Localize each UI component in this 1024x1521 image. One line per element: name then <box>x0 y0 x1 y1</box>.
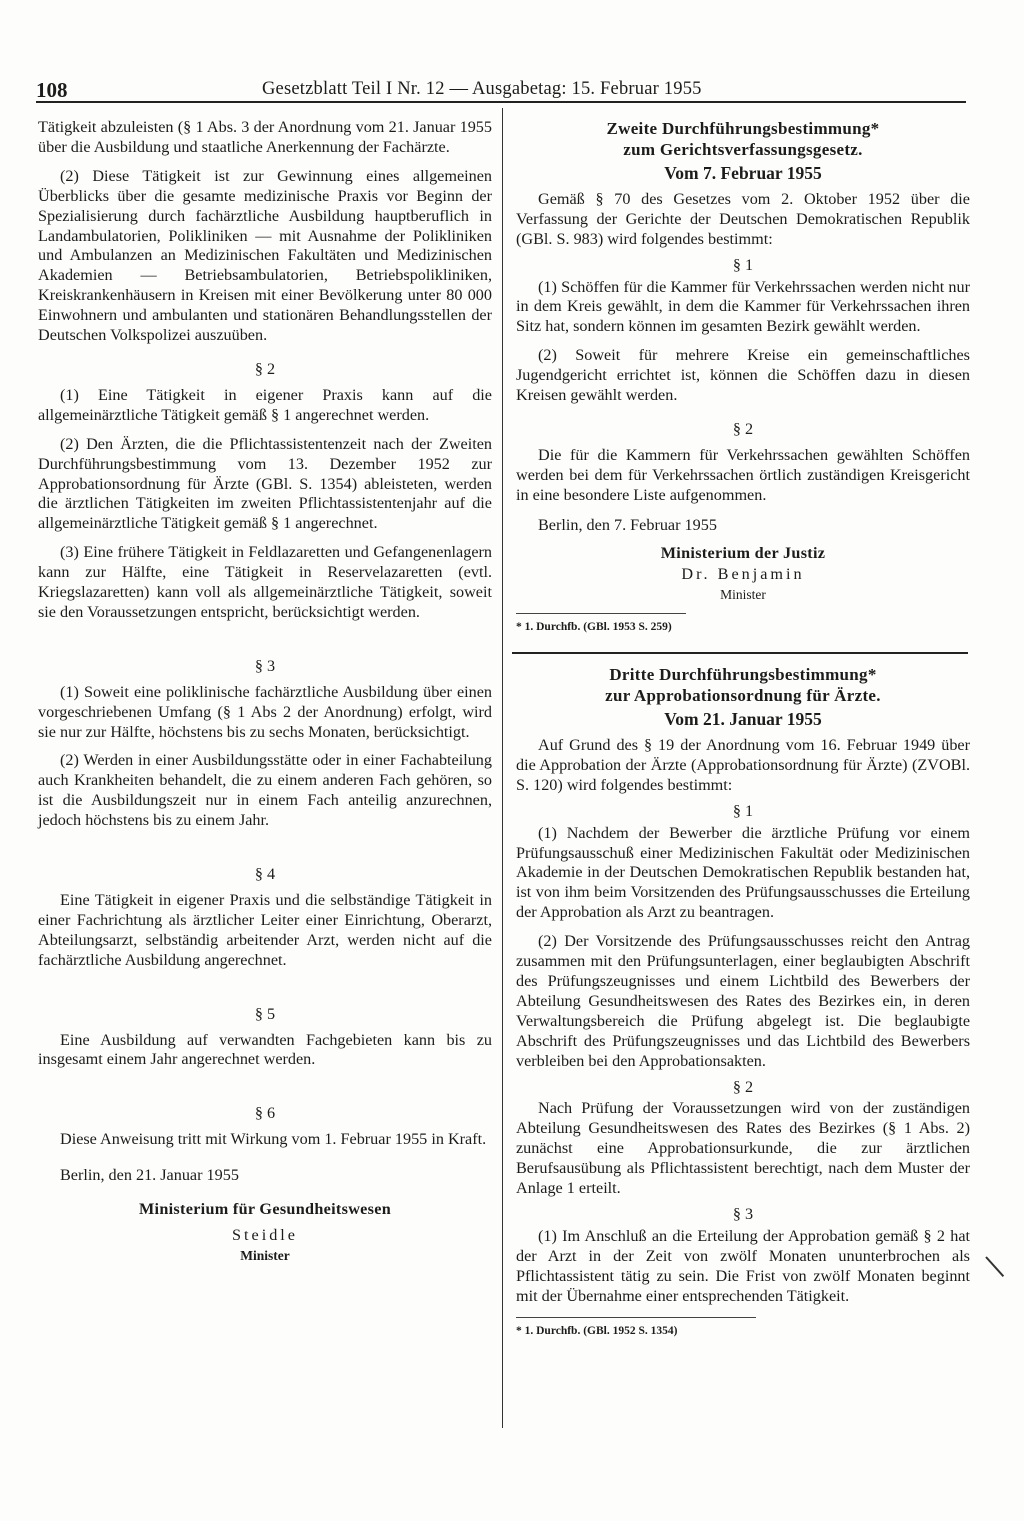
column-divider <box>502 108 503 1428</box>
paragraph: Eine Ausbildung auf verwandten Fachgebieten kann bis zu insgesamt einem Jahr angerechnet werden. <box>38 1030 492 1069</box>
section-heading: § 1 <box>732 255 754 274</box>
signer-role: Minister <box>240 1247 290 1263</box>
place-date: Berlin, den 7. Februar 1955 <box>538 515 717 534</box>
section-heading: § 3 <box>254 656 276 675</box>
section-heading: § 6 <box>254 1104 276 1123</box>
signer-role: Minister <box>720 587 766 603</box>
paragraph: (1) Schöffen für die Kammer für Verkehrssachen werden nicht nur in dem Kreis gewählt, in dem die Kammer für Verkehrssachen ihren Sitz hat, sondern können im gesamten Bezirk gewählt werden. <box>516 277 970 336</box>
paragraph: Diese Anweisung tritt mit Wirkung vom 1. Februar 1955 in Kraft. <box>60 1130 487 1149</box>
right-column <box>516 118 970 1341</box>
section-heading: § 3 <box>732 1204 754 1223</box>
section-rule <box>512 652 968 654</box>
paragraph: Die für die Kammern für Verkehrssachen gewählten Schöffen werden bei dem für Verkehrssachen örtlich zuständigen Kreisgericht in eine besondere Liste aufgenommen. <box>516 445 970 504</box>
regulation-title: Zweite Durchführungsbestimmung* <box>606 119 880 138</box>
regulation-date: Vom 7. Februar 1955 <box>664 163 822 183</box>
paragraph: (2) Der Vorsitzende des Prüfungsausschusses reicht den Antrag zusammen mit den Prüfungsunterlagen, einer beglaubigten Abschrift des Prüfungszeugnisses und einem Lichtbild des Bewerbers der Abteilung Gesundheitswesen des Rates des Bezirkes ein, in deren Verwaltungsbereich die Prüfung abgelegt ist. Die beglaubigte Abschrift des Prüfungszeugnisses und das Lichtbild des Bewerbers verbleiben bei den Approbationsakten. <box>516 932 970 1070</box>
ministry-name: Ministerium für Gesundheitswesen <box>138 1200 392 1219</box>
section-heading: § 1 <box>732 801 754 820</box>
footnote: * 1. Durchfb. (GBl. 1953 S. 259) <box>516 613 686 638</box>
paragraph: (1) Im Anschluß an die Erteilung der Approbation gemäß § 2 hat der Arzt in der Zeit von zwölf Monaten ununterbrochen als Pflichtassistent tätig zu sein. Die Frist von zwölf Monaten beginnt mit der Übernahme einer entsprechenden Tätigkeit. <box>516 1226 970 1305</box>
preamble: Gemäß § 70 des Gesetzes vom 2. Oktober 1952 über die Verfassung der Gerichte der Deutschen Demokratischen Republik (GBl. S. 983) wird folgendes bestimmt: <box>516 189 970 248</box>
header-rule <box>36 101 966 103</box>
paragraph: (2) Den Ärzten, die die Pflichtassistentenzeit nach der Zweiten Durchführungsbestimmung vom 13. Dezember 1952 zur Approbationsordnung für Ärzte (GBl. S. 1354) ableisteten, werden die ärztlichen Tätigkeiten im zweiten Pflichtassistentenjahr auf die allgemeinärztliche Tätigkeit gemäß § 1 angerechnet. <box>38 434 492 533</box>
page-number: 108 <box>36 78 68 102</box>
place-date: Berlin, den 21. Januar 1955 <box>60 1166 239 1185</box>
paragraph: (2) Werden in einer Ausbildungsstätte oder in einer Fachabteilung auch Krankheiten behandelt, die zu einem anderen Fach gehören, so ist die Ausbildungszeit nur in einem Fach anteilig anzurechnen, jedoch höchstens bis zu einem Jahr. <box>38 751 492 830</box>
regulation-subtitle: zum Gerichtsverfassungsgesetz. <box>623 140 863 159</box>
section-heading: § 5 <box>254 1004 276 1023</box>
section-heading: § 2 <box>254 359 276 378</box>
section-heading: § 4 <box>254 865 276 884</box>
paragraph: (1) Soweit eine poliklinische fachärztliche Ausbildung über einen vorgeschriebenen Umfang (§ 1 Abs 2 der Anordnung) erfolgt, wird sie nur zur Hälfte, höchstens bis zu sechs Monaten, berücksichtigt. <box>38 682 492 741</box>
regulation-subtitle: zur Approbationsordnung für Ärzte. <box>605 686 881 706</box>
section-heading: § 2 <box>732 419 754 438</box>
footnote: * 1. Durchfb. (GBl. 1952 S. 1354) <box>516 1317 756 1342</box>
paragraph: (1) Eine Tätigkeit in eigener Praxis kann auf die allgemeinärztliche Tätigkeit gemäß § 1 angerechnet werden. <box>38 385 492 424</box>
paragraph: (3) Eine frühere Tätigkeit in Feldlazaretten und Gefangenenlagern kann zur Hälfte, eine Tätigkeit in Reservelazaretten (evtl. Kriegslazaretten) kann voll als allgemeinärztliche Tätigkeit, soweit sie den Voraussetzungen entspricht, berücksichtigt werden. <box>38 543 492 621</box>
regulation-date: Vom 21. Januar 1955 <box>664 709 822 730</box>
left-column <box>38 118 492 1266</box>
paragraph: Nach Prüfung der Voraussetzungen wird von der zuständigen Abteilung Gesundheitswesen des Rates des Bezirkes (§ 1 Abs. 2) zunächst eine Approbationsurkunde, die zur ärztlichen Berufsausübung als Pflichtassistent berechtigt, nach dem Muster der Anlage 1 erteilt. <box>516 1099 970 1198</box>
continuation-paragraph: Tätigkeit abzuleisten (§ 1 Abs. 3 der Anordnung vom 21. Januar 1955 über die Ausbildung und staatliche Anerkennung der Fachärzte. <box>38 118 492 156</box>
regulation-title: Dritte Durchführungsbestimmung* <box>609 665 877 685</box>
signer-name: Dr. Benjamin <box>681 565 805 584</box>
paragraph: Eine Tätigkeit in eigener Praxis und die selbständige Tätigkeit in einer Fachrichtung als ärztlicher Leiter einer Einrichtung, Oberarzt, Abteilungsarzt, selbständig arbeitender Arzt, werden nicht auf die fachärztliche Ausbildung angerechnet. <box>38 891 492 969</box>
running-title: Gesetzblatt Teil I Nr. 12 — Ausgabetag: 15. Februar 1955 <box>262 79 702 99</box>
signer-name: Steidle <box>232 1225 298 1244</box>
margin-pen-mark <box>985 1256 1004 1277</box>
paragraph: (2) Soweit für mehrere Kreise ein gemeinschaftliches Jugendgericht errichtet ist, können die Schöffen dazu in diesen Kreisen gewählt werden. <box>516 346 970 405</box>
preamble: Auf Grund des § 19 der Anordnung vom 16. Februar 1949 über die Approbation der Ärzte (Approbationsordnung für Ärzte) (ZVOBl. S. 120) wird folgendes bestimmt: <box>516 736 970 794</box>
paragraph: (2) Diese Tätigkeit ist zur Gewinnung eines allgemeinen Überblicks über die gesamte medizinische Praxis vor Beginn der Spezialisierung durch fachärztliche Ausbildung hauptberuflich in Landambulatorien, Polikliniken — mit Ausnahme der Polikliniken und Ambulanzen an Medizinischen Fakultäten und Medizinischen Akademien — Betriebsambulatorien, Betriebspolikliniken, Kreiskrankenhäusern in Kreisen mit einer Bevölkerung unter 80 000 Einwohnern und ambulanten und stationären Behandlungsstellen der Deutschen Volkspolizei auszuüben. <box>38 166 492 345</box>
paragraph: (1) Nachdem der Bewerber die ärztliche Prüfung vor einem Prüfungsausschuß einer Medizinischen Fakultät oder Medizinischen Akademie in der Deutschen Demokratischen Republik bestanden hat, ist von ihm beim Vorsitzenden des Prüfungsausschusses die Erteilung der Approbation als Arzt zu beantragen. <box>516 823 970 922</box>
ministry-name: Ministerium der Justiz <box>660 543 826 562</box>
section-heading: § 2 <box>732 1077 754 1096</box>
